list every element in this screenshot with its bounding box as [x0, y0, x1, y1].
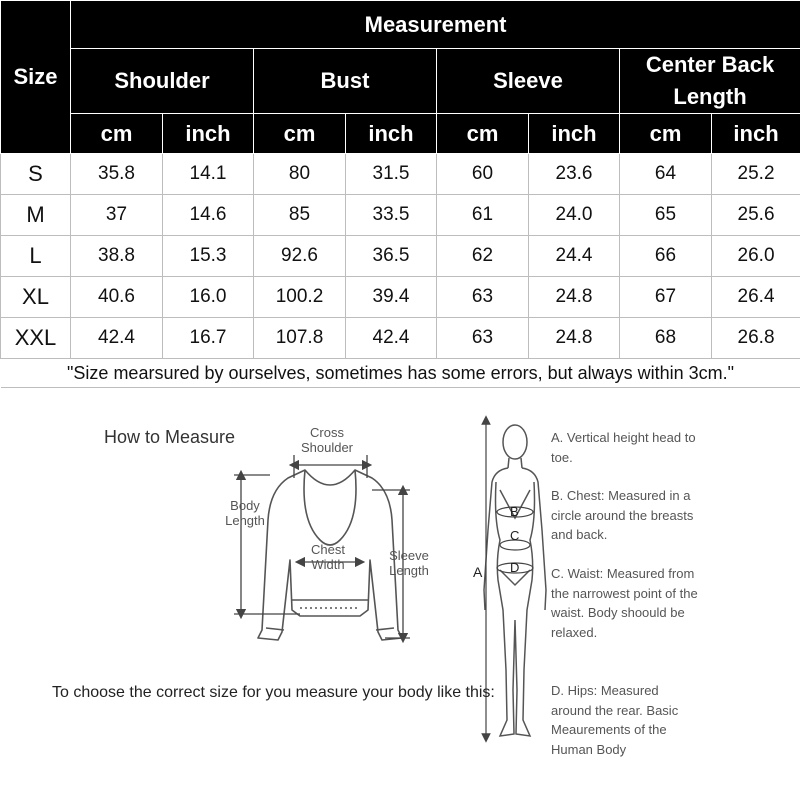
- legend-d: D. Hips: Measured around the rear. Basic Meaurements of the Human Body: [551, 683, 679, 757]
- cross-shoulder-label: Cross Shoulder: [300, 425, 354, 455]
- size-header: Size: [1, 1, 71, 154]
- table-row: [1, 195, 800, 236]
- value-cell: 31.5: [346, 154, 437, 195]
- unit-header: inch: [163, 114, 254, 154]
- value-cell: 39.4: [346, 277, 437, 318]
- sleeve-length-label: Sleeve Length: [389, 548, 429, 578]
- table-row: [1, 318, 800, 359]
- size-cell: XXL: [1, 318, 71, 359]
- unit-header: cm: [620, 114, 712, 154]
- body-length-label: Body Length: [225, 498, 265, 528]
- value-cell: 33.5: [346, 195, 437, 236]
- legend-b: B. Chest: Measured in a circle around the breasts and back.: [551, 488, 694, 542]
- value-cell: 24.8: [529, 318, 620, 359]
- value-cell: 67: [620, 277, 712, 318]
- size-chart-table: [0, 0, 800, 388]
- legend-a: A. Vertical height head to toe.: [551, 430, 696, 465]
- value-cell: 37: [71, 195, 163, 236]
- how-to-measure-section: [0, 400, 800, 800]
- size-cell: XL: [1, 277, 71, 318]
- value-cell: 92.6: [254, 236, 346, 277]
- letter-c: C: [510, 528, 520, 543]
- value-cell: 36.5: [346, 236, 437, 277]
- unit-header: inch: [346, 114, 437, 154]
- letter-d: D: [510, 560, 520, 575]
- value-cell: 60: [437, 154, 529, 195]
- unit-header: cm: [71, 114, 163, 154]
- unit-header: inch: [529, 114, 620, 154]
- value-cell: 25.6: [712, 195, 800, 236]
- value-cell: 26.8: [712, 318, 800, 359]
- value-cell: 24.0: [529, 195, 620, 236]
- table-row: [1, 154, 800, 195]
- value-cell: 63: [437, 277, 529, 318]
- value-cell: 24.8: [529, 277, 620, 318]
- value-cell: 26.0: [712, 236, 800, 277]
- group-header-center-back-length: Center Back Length: [620, 49, 800, 114]
- value-cell: 26.4: [712, 277, 800, 318]
- value-cell: 68: [620, 318, 712, 359]
- value-cell: 100.2: [254, 277, 346, 318]
- value-cell: 15.3: [163, 236, 254, 277]
- size-cell: M: [1, 195, 71, 236]
- value-cell: 40.6: [71, 277, 163, 318]
- value-cell: 24.4: [529, 236, 620, 277]
- unit-header: cm: [437, 114, 529, 154]
- value-cell: 63: [437, 318, 529, 359]
- table-row: [1, 277, 800, 318]
- letter-a: A: [473, 564, 483, 580]
- value-cell: 16.0: [163, 277, 254, 318]
- letter-b: B: [510, 504, 519, 519]
- table-row: [1, 236, 800, 277]
- value-cell: 107.8: [254, 318, 346, 359]
- value-cell: 65: [620, 195, 712, 236]
- value-cell: 23.6: [529, 154, 620, 195]
- value-cell: 42.4: [346, 318, 437, 359]
- group-header-bust: Bust: [254, 49, 437, 114]
- group-header-sleeve: Sleeve: [437, 49, 620, 114]
- value-cell: 14.1: [163, 154, 254, 195]
- value-cell: 35.8: [71, 154, 163, 195]
- value-cell: 61: [437, 195, 529, 236]
- value-cell: 85: [254, 195, 346, 236]
- value-cell: 80: [254, 154, 346, 195]
- chest-width-label: Chest Width: [311, 542, 345, 572]
- legend-c: C. Waist: Measured from the narrowest point of the waist. Body shoould be relaxed.: [551, 566, 698, 640]
- size-cell: S: [1, 154, 71, 195]
- value-cell: 14.6: [163, 195, 254, 236]
- value-cell: 64: [620, 154, 712, 195]
- how-to-measure-title: How to Measure: [104, 427, 236, 447]
- value-cell: 66: [620, 236, 712, 277]
- unit-header: inch: [712, 114, 800, 154]
- group-header-shoulder: Shoulder: [71, 49, 254, 114]
- value-cell: 42.4: [71, 318, 163, 359]
- value-cell: 25.2: [712, 154, 800, 195]
- measurement-note: "Size mearsured by ourselves, sometimes has some errors, but always within 3cm.": [1, 359, 800, 388]
- measure-instruction: To choose the correct size for you measure your body like this:: [52, 684, 495, 701]
- value-cell: 38.8: [71, 236, 163, 277]
- value-cell: 62: [437, 236, 529, 277]
- measurement-header: Measurement: [71, 1, 800, 49]
- value-cell: 16.7: [163, 318, 254, 359]
- size-cell: L: [1, 236, 71, 277]
- unit-header: cm: [254, 114, 346, 154]
